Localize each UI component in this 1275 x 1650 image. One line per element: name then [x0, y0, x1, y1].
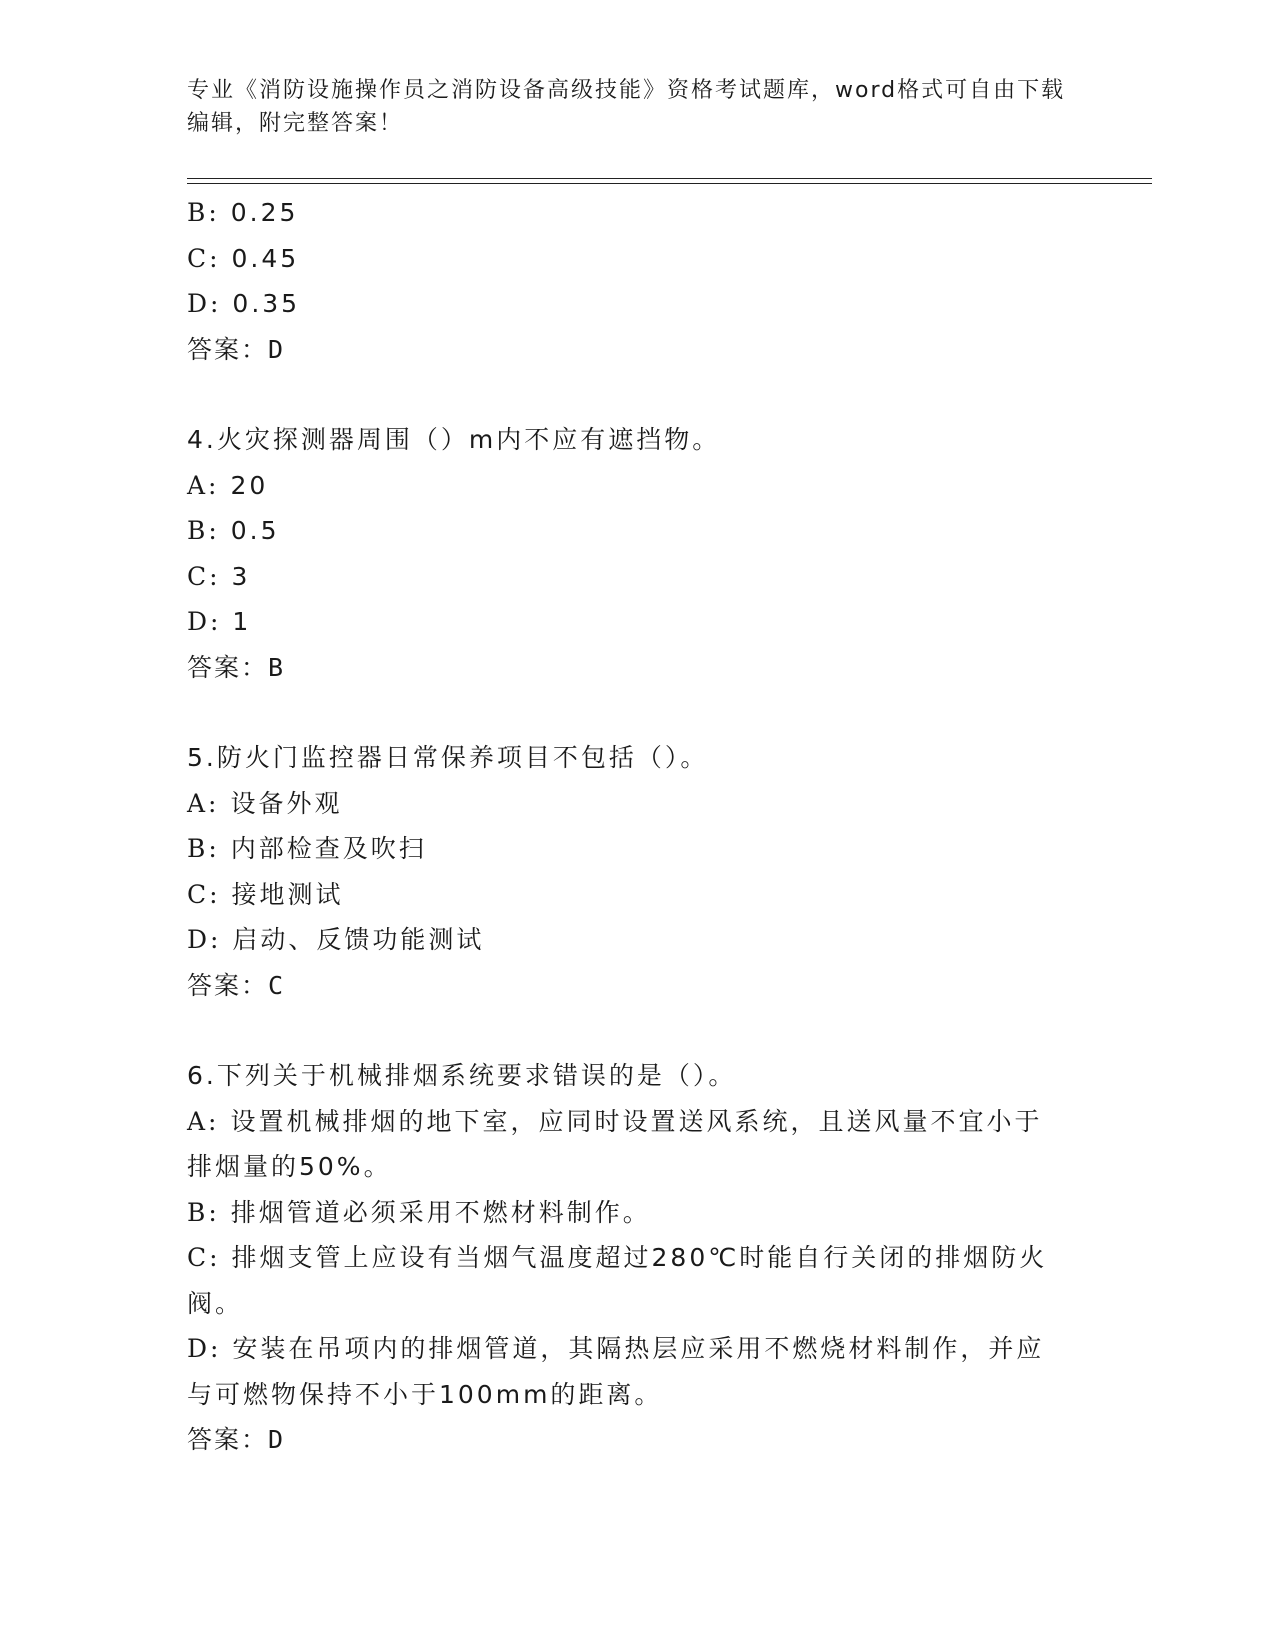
- option-text: 设置机械排烟的地下室，应同时设置送风系统，且送风量不宜小于排烟量的50%。: [187, 1106, 1043, 1181]
- option-line: [187, 190, 1087, 236]
- spacer: [187, 372, 1087, 417]
- option-line: [187, 1326, 1067, 1417]
- option-label: D:: [187, 1334, 222, 1363]
- question-stem: 5.防火门监控器日常保养项目不包括（）。: [187, 743, 709, 772]
- option-text: 20: [230, 470, 269, 500]
- spacer: [187, 690, 1087, 735]
- answer-value: D: [268, 334, 286, 364]
- option-text: 0.35: [232, 289, 301, 318]
- question-stem: 4.火灾探测器周围（）m内不应有遮挡物。: [187, 425, 721, 454]
- option-text: 3: [231, 561, 251, 591]
- question-block: [187, 1053, 1087, 1463]
- answer-label: 答案：: [187, 334, 269, 364]
- option-text: 内部检查及吹扫: [230, 834, 427, 863]
- option-label: D:: [187, 607, 222, 636]
- spacer: [187, 1008, 1087, 1053]
- question-block: [187, 190, 1087, 372]
- question-list: [187, 190, 1087, 1463]
- option-label: C:: [187, 1243, 221, 1272]
- option-text: 排烟管道必须采用不燃材料制作。: [230, 1197, 651, 1227]
- option-line: [187, 1235, 1067, 1326]
- option-label: B:: [187, 198, 220, 227]
- answer-line: [187, 645, 1087, 691]
- option-label: D:: [187, 925, 222, 954]
- answer-line: [187, 963, 1087, 1009]
- answer-value: D: [268, 1425, 286, 1454]
- option-text: 1: [232, 607, 252, 636]
- document-header: 专业《消防设施操作员之消防设备高级技能》资格考试题库，word格式可自由下载编辑，附完整答案！: [187, 78, 1066, 136]
- option-line: [187, 781, 1087, 827]
- option-label: A:: [187, 470, 220, 500]
- option-label: A:: [187, 788, 220, 818]
- option-text: 0.5: [230, 516, 280, 545]
- option-line: [187, 1099, 1067, 1190]
- option-label: C:: [187, 879, 221, 909]
- answer-label: 答案：: [187, 652, 269, 682]
- option-label: B:: [187, 516, 220, 545]
- option-line: [187, 281, 1087, 327]
- option-label: C:: [187, 561, 221, 591]
- option-label: A:: [187, 1106, 220, 1136]
- option-text: 接地测试: [231, 879, 344, 909]
- option-label: D:: [187, 289, 222, 318]
- option-label: C:: [187, 243, 221, 273]
- option-line: [187, 917, 1087, 963]
- option-label: B:: [187, 834, 220, 863]
- option-text: 启动、反馈功能测试: [232, 925, 485, 954]
- answer-label: 答案：: [187, 970, 269, 1000]
- question-block: [187, 417, 1087, 690]
- option-line: [187, 236, 1087, 282]
- answer-value: C: [268, 970, 286, 1000]
- option-text: 0.45: [231, 243, 300, 273]
- option-text: 安装在吊项内的排烟管道，其隔热层应采用不燃烧材料制作，并应与可燃物保持不小于100mm的距离。: [187, 1334, 1045, 1409]
- option-label: B:: [187, 1197, 220, 1227]
- question-block: [187, 735, 1087, 1008]
- answer-line: [187, 1417, 1087, 1463]
- option-text: 设备外观: [230, 788, 343, 818]
- question-stem: 6.下列关于机械排烟系统要求错误的是（）。: [187, 1061, 737, 1090]
- option-line: [187, 508, 1087, 554]
- option-line: [187, 554, 1087, 600]
- option-text: 0.25: [230, 198, 299, 227]
- answer-label: 答案：: [187, 1425, 269, 1454]
- option-line: [187, 872, 1087, 918]
- header-double-rule: [187, 178, 1152, 184]
- option-line: [187, 463, 1087, 509]
- option-line: [187, 1190, 1087, 1236]
- option-text: 排烟支管上应设有当烟气温度超过280℃时能自行关闭的排烟防火阀。: [187, 1243, 1048, 1318]
- answer-line: [187, 327, 1087, 373]
- option-line: [187, 826, 1087, 872]
- option-line: [187, 599, 1087, 645]
- answer-value: B: [268, 652, 286, 682]
